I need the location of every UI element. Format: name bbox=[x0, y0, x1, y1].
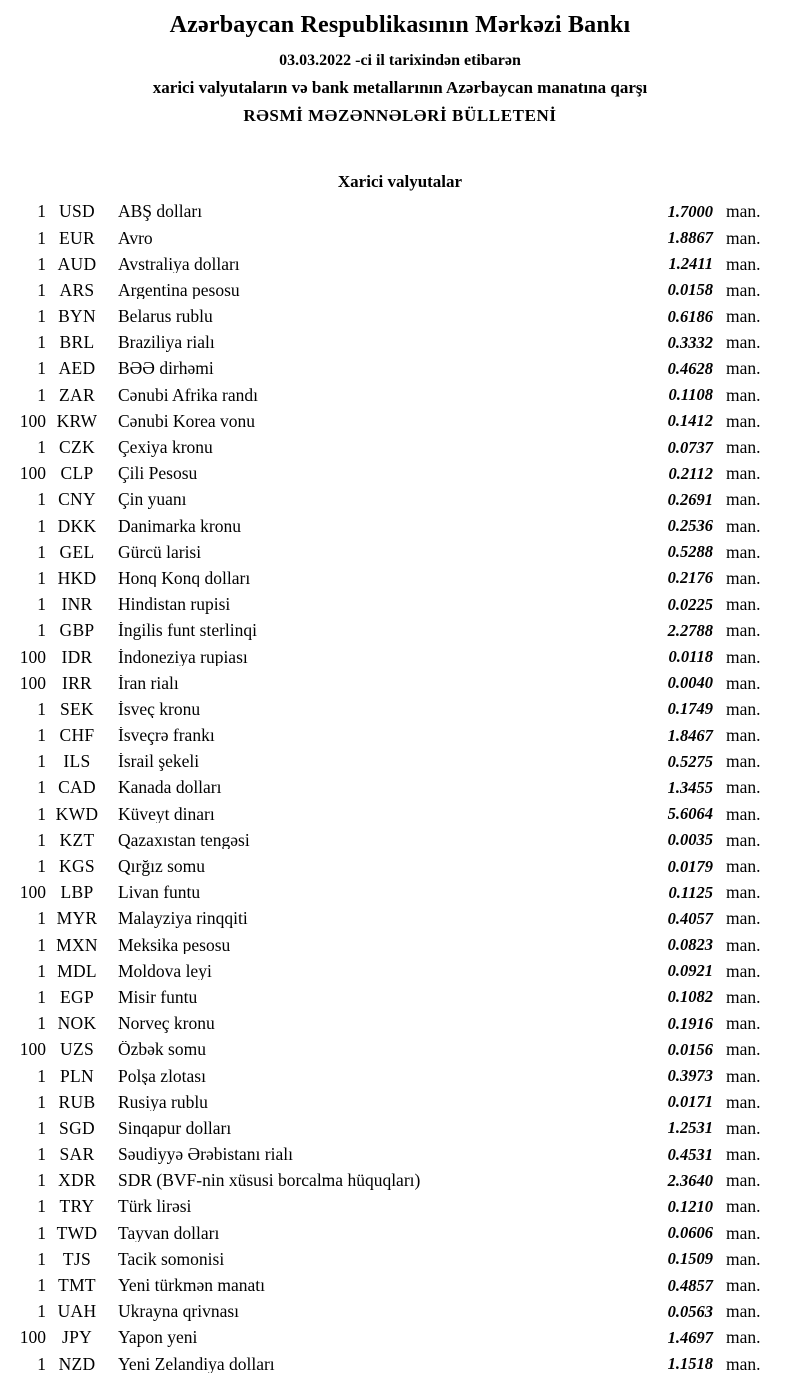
nominal-value: 100 bbox=[19, 1039, 46, 1060]
currency-name: Hindistan rupisi bbox=[118, 596, 231, 614]
nominal-value: 1 bbox=[37, 541, 46, 562]
nominal-value: 1 bbox=[37, 856, 46, 877]
rate-value: 1.2531 bbox=[667, 1118, 713, 1138]
unit-label: man. bbox=[726, 1144, 761, 1165]
currency-name: Türk lirəsi bbox=[118, 1198, 192, 1216]
rate-row bbox=[0, 592, 800, 618]
currency-name: Livan funtu bbox=[118, 884, 201, 902]
unit-label: man. bbox=[726, 1013, 761, 1034]
currency-name: İsrail şekeli bbox=[118, 753, 200, 771]
currency-name: Yapon yeni bbox=[118, 1329, 198, 1347]
rate-row bbox=[0, 539, 800, 565]
nominal-value: 100 bbox=[19, 410, 46, 431]
rate-value: 0.1412 bbox=[667, 411, 713, 431]
unit-label: man. bbox=[726, 1117, 761, 1138]
rate-value: 0.1210 bbox=[667, 1196, 713, 1216]
rate-row bbox=[0, 1089, 800, 1115]
currency-code: DKK bbox=[57, 515, 97, 536]
currency-name: Braziliya rialı bbox=[118, 334, 215, 352]
currency-code: CZK bbox=[59, 437, 95, 458]
rate-value: 0.1108 bbox=[668, 385, 713, 405]
section-title-foreign-currencies: Xarici valyutalar bbox=[337, 172, 463, 191]
rate-row bbox=[0, 435, 800, 461]
currency-code: IDR bbox=[61, 646, 93, 667]
nominal-value: 1 bbox=[37, 201, 46, 222]
nominal-value: 1 bbox=[37, 594, 46, 615]
unit-label: man. bbox=[726, 1327, 761, 1348]
unit-label: man. bbox=[726, 332, 761, 353]
rate-value: 1.1518 bbox=[667, 1354, 713, 1374]
nominal-value: 1 bbox=[37, 515, 46, 536]
currency-name: Küveyt dinarı bbox=[118, 805, 215, 824]
unit-label: man. bbox=[726, 489, 761, 510]
rate-row bbox=[0, 487, 800, 513]
currency-code: KZT bbox=[59, 829, 95, 850]
unit-label: man. bbox=[726, 227, 761, 248]
currency-code: EGP bbox=[60, 986, 94, 1007]
rate-row bbox=[0, 801, 800, 827]
currency-code: TJS bbox=[62, 1248, 92, 1269]
rate-value: 0.0040 bbox=[667, 673, 713, 693]
rate-value: 1.8467 bbox=[667, 725, 713, 745]
unit-label: man. bbox=[726, 829, 761, 850]
rate-row bbox=[0, 461, 800, 487]
rate-row bbox=[0, 1325, 800, 1351]
currency-name: Gürcü larisi bbox=[118, 543, 202, 562]
rate-row bbox=[0, 618, 800, 644]
unit-label: man. bbox=[726, 1301, 761, 1322]
bulletin-header bbox=[0, 12, 800, 126]
rate-row bbox=[0, 1011, 800, 1037]
currency-code: UZS bbox=[60, 1039, 94, 1060]
currency-name: Səudiyyə Ərəbistanı rialı bbox=[118, 1146, 293, 1164]
nominal-value: 1 bbox=[37, 908, 46, 929]
unit-label: man. bbox=[726, 908, 761, 929]
rate-row bbox=[0, 670, 800, 696]
currency-code: KWD bbox=[55, 803, 99, 824]
nominal-value: 1 bbox=[37, 934, 46, 955]
scope-line: xarici valyutaların və bank metallarının Azərbaycan manatına qarşı bbox=[152, 78, 648, 97]
currency-name: Danimarka kronu bbox=[118, 517, 241, 536]
nominal-value: 1 bbox=[37, 1117, 46, 1138]
currency-name: BƏƏ dirhəmi bbox=[118, 360, 214, 378]
rate-value: 0.0171 bbox=[667, 1092, 713, 1112]
nominal-value: 1 bbox=[37, 751, 46, 772]
nominal-value: 100 bbox=[19, 463, 46, 484]
rate-row bbox=[0, 1194, 800, 1220]
unit-label: man. bbox=[726, 463, 761, 484]
rate-row bbox=[0, 1037, 800, 1063]
rate-value: 0.3973 bbox=[667, 1066, 713, 1086]
nominal-value: 1 bbox=[37, 1091, 46, 1112]
currency-name: Çexiya kronu bbox=[118, 439, 213, 457]
rate-value: 0.0158 bbox=[667, 280, 713, 300]
rate-row bbox=[0, 304, 800, 330]
exchange-rates-table bbox=[0, 199, 800, 1376]
rate-row bbox=[0, 697, 800, 723]
currency-code: JPY bbox=[61, 1327, 93, 1348]
nominal-value: 1 bbox=[37, 437, 46, 458]
rate-row bbox=[0, 1351, 800, 1376]
rate-value: 0.2536 bbox=[667, 516, 713, 536]
currency-code: ARS bbox=[59, 279, 95, 300]
currency-code: CNY bbox=[58, 489, 96, 510]
unit-label: man. bbox=[726, 777, 761, 798]
rate-value: 0.5275 bbox=[667, 751, 713, 771]
rate-value: 1.8867 bbox=[667, 228, 713, 248]
rate-row bbox=[0, 854, 800, 880]
rate-row bbox=[0, 1247, 800, 1273]
nominal-value: 100 bbox=[19, 672, 46, 693]
currency-name: Rusiya rublu bbox=[118, 1093, 208, 1112]
rate-row bbox=[0, 880, 800, 906]
nominal-value: 1 bbox=[37, 358, 46, 379]
unit-label: man. bbox=[726, 672, 761, 693]
currency-code: IRR bbox=[61, 672, 93, 693]
rate-value: 2.3640 bbox=[667, 1170, 713, 1190]
rate-row bbox=[0, 749, 800, 775]
nominal-value: 1 bbox=[37, 1275, 46, 1296]
currency-code: ZAR bbox=[59, 384, 95, 405]
currency-name: Çin yuanı bbox=[118, 491, 187, 509]
currency-code: TRY bbox=[59, 1196, 95, 1217]
rate-row bbox=[0, 906, 800, 932]
unit-label: man. bbox=[726, 1170, 761, 1191]
rate-row bbox=[0, 723, 800, 749]
rate-row bbox=[0, 1063, 800, 1089]
unit-label: man. bbox=[726, 1248, 761, 1269]
rate-value: 0.2112 bbox=[668, 463, 713, 483]
unit-label: man. bbox=[726, 306, 761, 327]
rate-value: 0.4628 bbox=[667, 358, 713, 378]
currency-code: RUB bbox=[58, 1091, 96, 1112]
rate-row bbox=[0, 1168, 800, 1194]
rate-value: 0.0606 bbox=[667, 1223, 713, 1243]
nominal-value: 1 bbox=[37, 1170, 46, 1191]
rate-value: 0.1916 bbox=[667, 1013, 713, 1033]
currency-name: Tacik somonisi bbox=[118, 1250, 225, 1269]
unit-label: man. bbox=[726, 279, 761, 300]
bank-title: Azərbaycan Respublikasının Mərkəzi Bankı bbox=[169, 12, 631, 38]
rate-value: 0.1749 bbox=[667, 699, 713, 719]
unit-label: man. bbox=[726, 594, 761, 615]
rate-row bbox=[0, 932, 800, 958]
currency-code: ILS bbox=[63, 751, 91, 772]
currency-code: CAD bbox=[58, 777, 96, 798]
currency-name: Cənubi Korea vonu bbox=[118, 412, 256, 431]
rate-row bbox=[0, 225, 800, 251]
currency-name: Polşa zlotası bbox=[118, 1067, 206, 1086]
currency-name: İngilis funt sterlinqi bbox=[118, 622, 258, 640]
currency-code: PLN bbox=[60, 1065, 94, 1086]
rate-row bbox=[0, 1273, 800, 1299]
currency-code: AUD bbox=[57, 253, 97, 274]
nominal-value: 1 bbox=[37, 698, 46, 719]
currency-name: SDR (BVF-nin xüsusi borcalma hüquqları) bbox=[118, 1172, 421, 1190]
nominal-value: 1 bbox=[37, 1222, 46, 1243]
currency-name: Tayvan dolları bbox=[118, 1224, 220, 1243]
currency-code: TMT bbox=[58, 1275, 96, 1296]
currency-code: AED bbox=[58, 358, 96, 379]
unit-label: man. bbox=[726, 856, 761, 877]
currency-code: GEL bbox=[59, 541, 95, 562]
rate-value: 0.1509 bbox=[667, 1249, 713, 1269]
nominal-value: 1 bbox=[37, 1013, 46, 1034]
currency-code: GBP bbox=[59, 620, 95, 641]
currency-name: İsveçrə frankı bbox=[118, 727, 215, 745]
currency-name: Qırğız somu bbox=[118, 858, 206, 876]
unit-label: man. bbox=[726, 1091, 761, 1112]
nominal-value: 1 bbox=[37, 829, 46, 850]
nominal-value: 100 bbox=[19, 882, 46, 903]
currency-name: Avro bbox=[118, 229, 153, 248]
rate-row bbox=[0, 278, 800, 304]
unit-label: man. bbox=[726, 1039, 761, 1060]
nominal-value: 100 bbox=[19, 646, 46, 667]
currency-code: SEK bbox=[60, 698, 94, 719]
unit-label: man. bbox=[726, 1275, 761, 1296]
rate-row bbox=[0, 199, 800, 225]
currency-name: Ukrayna qrivnası bbox=[118, 1303, 240, 1321]
rate-value: 0.1082 bbox=[667, 987, 713, 1007]
currency-name: Yeni türkmən manatı bbox=[118, 1277, 265, 1295]
currency-name: Meksika pesosu bbox=[118, 936, 231, 955]
unit-label: man. bbox=[726, 803, 761, 824]
currency-code: USD bbox=[59, 201, 95, 222]
rate-value: 5.6064 bbox=[667, 804, 713, 824]
rate-row bbox=[0, 775, 800, 801]
unit-label: man. bbox=[726, 934, 761, 955]
currency-name: Sinqapur dolları bbox=[118, 1119, 232, 1138]
rate-value: 0.0179 bbox=[667, 856, 713, 876]
rate-row bbox=[0, 1299, 800, 1325]
rate-value: 1.7000 bbox=[667, 201, 713, 221]
rate-row bbox=[0, 1220, 800, 1246]
rate-value: 2.2788 bbox=[667, 620, 713, 640]
nominal-value: 1 bbox=[37, 306, 46, 327]
currency-code: SAR bbox=[59, 1144, 95, 1165]
unit-label: man. bbox=[726, 201, 761, 222]
rate-row bbox=[0, 513, 800, 539]
currency-code: CLP bbox=[60, 463, 94, 484]
nominal-value: 1 bbox=[37, 279, 46, 300]
currency-name: Malayziya rinqqiti bbox=[118, 910, 248, 928]
unit-label: man. bbox=[726, 253, 761, 274]
unit-label: man. bbox=[726, 437, 761, 458]
nominal-value: 1 bbox=[37, 986, 46, 1007]
currency-name: İsveç kronu bbox=[118, 700, 201, 719]
currency-code: MYR bbox=[56, 908, 98, 929]
rate-value: 0.4857 bbox=[667, 1275, 713, 1295]
unit-label: man. bbox=[726, 541, 761, 562]
rate-value: 0.0156 bbox=[667, 1039, 713, 1059]
nominal-value: 1 bbox=[37, 1144, 46, 1165]
unit-label: man. bbox=[726, 410, 761, 431]
unit-label: man. bbox=[726, 882, 761, 903]
currency-name: Qazaxıstan tengəsi bbox=[118, 831, 250, 850]
nominal-value: 1 bbox=[37, 489, 46, 510]
currency-code: KGS bbox=[59, 856, 95, 877]
currency-code: CHF bbox=[59, 725, 95, 746]
nominal-value: 1 bbox=[37, 1353, 46, 1374]
currency-code: KRW bbox=[56, 410, 98, 431]
currency-name: İran rialı bbox=[118, 674, 179, 693]
currency-code: INR bbox=[61, 594, 93, 615]
rate-value: 1.2411 bbox=[668, 254, 713, 274]
unit-label: man. bbox=[726, 358, 761, 379]
nominal-value: 1 bbox=[37, 227, 46, 248]
currency-code: XDR bbox=[58, 1170, 96, 1191]
rate-value: 0.6186 bbox=[667, 306, 713, 326]
unit-label: man. bbox=[726, 960, 761, 981]
unit-label: man. bbox=[726, 1222, 761, 1243]
rate-value: 0.0737 bbox=[667, 437, 713, 457]
currency-name: Özbək somu bbox=[118, 1041, 206, 1059]
currency-code: UAH bbox=[57, 1301, 97, 1322]
unit-label: man. bbox=[726, 620, 761, 641]
effective-date-line: 03.03.2022 -ci il tarixindən etibarən bbox=[279, 52, 521, 69]
currency-code: MXN bbox=[56, 934, 98, 955]
unit-label: man. bbox=[726, 698, 761, 719]
unit-label: man. bbox=[726, 384, 761, 405]
unit-label: man. bbox=[726, 1353, 761, 1374]
unit-label: man. bbox=[726, 646, 761, 667]
rate-value: 0.0563 bbox=[667, 1301, 713, 1321]
rate-value: 0.0035 bbox=[667, 830, 713, 850]
rate-value: 0.4057 bbox=[667, 908, 713, 928]
rate-row bbox=[0, 1116, 800, 1142]
bulletin-title: RƏSMİ MƏZƏNNƏLƏRİ BÜLLETENİ bbox=[243, 106, 557, 125]
currency-name: Norveç kronu bbox=[118, 1015, 215, 1033]
unit-label: man. bbox=[726, 567, 761, 588]
nominal-value: 1 bbox=[37, 384, 46, 405]
rate-row bbox=[0, 958, 800, 984]
currency-code: LBP bbox=[60, 882, 94, 903]
unit-label: man. bbox=[726, 751, 761, 772]
rate-value: 0.2691 bbox=[667, 489, 713, 509]
currency-name: Moldova leyi bbox=[118, 962, 212, 981]
nominal-value: 1 bbox=[37, 1196, 46, 1217]
currency-name: Kanada dolları bbox=[118, 779, 222, 797]
rate-value: 1.3455 bbox=[667, 777, 713, 797]
currency-name: Belarus rublu bbox=[118, 308, 213, 326]
unit-label: man. bbox=[726, 515, 761, 536]
nominal-value: 1 bbox=[37, 777, 46, 798]
rate-row bbox=[0, 1142, 800, 1168]
currency-name: Avstraliya dolları bbox=[118, 255, 240, 274]
currency-name: Argentina pesosu bbox=[118, 281, 240, 300]
nominal-value: 1 bbox=[37, 1301, 46, 1322]
rate-row bbox=[0, 251, 800, 277]
rate-value: 0.0921 bbox=[667, 961, 713, 981]
currency-code: SGD bbox=[59, 1117, 95, 1138]
currency-code: NZD bbox=[58, 1353, 96, 1374]
currency-code: HKD bbox=[57, 567, 97, 588]
nominal-value: 1 bbox=[37, 803, 46, 824]
rate-row bbox=[0, 409, 800, 435]
rate-row bbox=[0, 382, 800, 408]
nominal-value: 1 bbox=[37, 332, 46, 353]
currency-code: BYN bbox=[58, 306, 96, 327]
nominal-value: 1 bbox=[37, 725, 46, 746]
unit-label: man. bbox=[726, 725, 761, 746]
currency-code: EUR bbox=[59, 227, 95, 248]
currency-name: Misir funtu bbox=[118, 988, 198, 1007]
rate-value: 0.1125 bbox=[668, 882, 713, 902]
unit-label: man. bbox=[726, 986, 761, 1007]
rate-row bbox=[0, 828, 800, 854]
currency-name: İndoneziya rupiası bbox=[118, 648, 248, 667]
currency-name: Çili Pesosu bbox=[118, 465, 198, 483]
rate-row bbox=[0, 330, 800, 356]
nominal-value: 100 bbox=[19, 1327, 46, 1348]
nominal-value: 1 bbox=[37, 253, 46, 274]
currency-code: NOK bbox=[57, 1013, 97, 1034]
rate-value: 0.4531 bbox=[667, 1144, 713, 1164]
rate-value: 0.0225 bbox=[667, 594, 713, 614]
rate-row bbox=[0, 985, 800, 1011]
nominal-value: 1 bbox=[37, 620, 46, 641]
currency-name: Yeni Zelandiya dolları bbox=[118, 1355, 275, 1374]
nominal-value: 1 bbox=[37, 960, 46, 981]
rate-row bbox=[0, 356, 800, 382]
currency-code: MDL bbox=[57, 960, 97, 981]
nominal-value: 1 bbox=[37, 567, 46, 588]
rate-value: 0.3332 bbox=[667, 332, 713, 352]
rate-value: 0.2176 bbox=[667, 568, 713, 588]
unit-label: man. bbox=[726, 1196, 761, 1217]
rate-row bbox=[0, 566, 800, 592]
nominal-value: 1 bbox=[37, 1248, 46, 1269]
currency-name: ABŞ dolları bbox=[118, 203, 203, 221]
currency-name: Honq Konq dolları bbox=[118, 569, 251, 588]
rate-value: 0.0823 bbox=[667, 935, 713, 955]
rate-row bbox=[0, 644, 800, 670]
unit-label: man. bbox=[726, 1065, 761, 1086]
rate-value: 0.5288 bbox=[667, 542, 713, 562]
rate-value: 1.4697 bbox=[667, 1327, 713, 1347]
currency-name: Cənubi Afrika randı bbox=[118, 386, 258, 405]
currency-code: BRL bbox=[59, 332, 95, 353]
nominal-value: 1 bbox=[37, 1065, 46, 1086]
currency-code: TWD bbox=[56, 1222, 98, 1243]
rate-value: 0.0118 bbox=[668, 647, 713, 667]
